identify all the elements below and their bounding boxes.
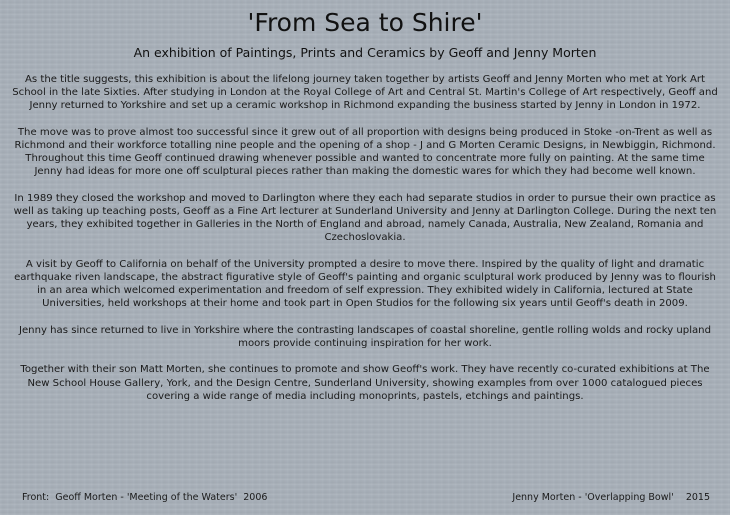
paragraph-intro: As the title suggests, this exhibition is about the lifelong journey taken together by artists Geoff and Jenny Morten who met at York Art School in the late Sixties. After studying in London at the Royal College of Art and Central St. Martin's College of Art respectively, Geoff and Jenny returned to Yorkshire and set up a ceramic workshop in Richmond expanding the business started by Jenny in London in 1972.	[12, 74, 718, 112]
paragraph-curation: Together with their son Matt Morten, she continues to promote and show Geoff's work. They have recently co-curated exhibitions at The New School House Gallery, York, and the Design Centre, Sunderland University, showing examples from over 1000 catalogued pieces covering a wide range of media including monoprints, pastels, etchings and paintings.	[20, 364, 710, 402]
front-image-caption: Front: Geoff Morten - 'Meeting of the Waters' 2006	[22, 492, 268, 503]
page-title: 'From Sea to Shire'	[247, 8, 483, 37]
page-subtitle: An exhibition of Paintings, Prints and Ceramics by Geoff and Jenny Morten	[133, 45, 597, 60]
paragraph-california: A visit by Geoff to California on behalf of the University prompted a desire to move there. Inspired by the quality of light and dramatic earthquake riven landscape, the abstract figurative style of Geoff's painting and organic sculptural work produced by Jenny was to flourish in an area which welcomed experimentation and freedom of self expression. They exhibited widely in California, lectured at State Universities, held workshops at their home and took part in Open Studios for the following six years until Geoff's death in 2009.	[14, 258, 716, 310]
body-text	[12, 73, 718, 403]
paragraph-darlington: In 1989 they closed the workshop and moved to Darlington where they each had separate studios in order to pursue their own practice as well as taking up teaching posts, Geoff as a Fine Art lecturer at Sunderland University and Jenny at Darlington College. During the next ten years, they exhibited together in Galleries in the North of England and abroad, namely Canada, Australia, New Zealand, Romania and Czechoslovakia.	[13, 192, 717, 244]
paragraph-yorkshire: Jenny has since returned to live in Yorkshire where the contrasting landscapes of coastal shoreline, gentle rolling wolds and rocky upland moors provide continuing inspiration for her work.	[18, 324, 711, 349]
back-image-caption: Jenny Morten - 'Overlapping Bowl' 2015	[512, 492, 710, 503]
paragraph-workshop: The move was to prove almost too successful since it grew out of all proportion with designs being produced in Stoke -on-Trent as well as Richmond and their workforce totalling nine people and the opening of a shop - J and G Morten Ceramic Designs, in Newbiggin, Richmond. Throughout this time Geoff continued drawing whenever possible and wanted to concentrate more fully on painting. At the same time Jenny had ideas for more one off sculptural pieces rather than making the domestic wares for which they had become well known.	[14, 126, 716, 178]
